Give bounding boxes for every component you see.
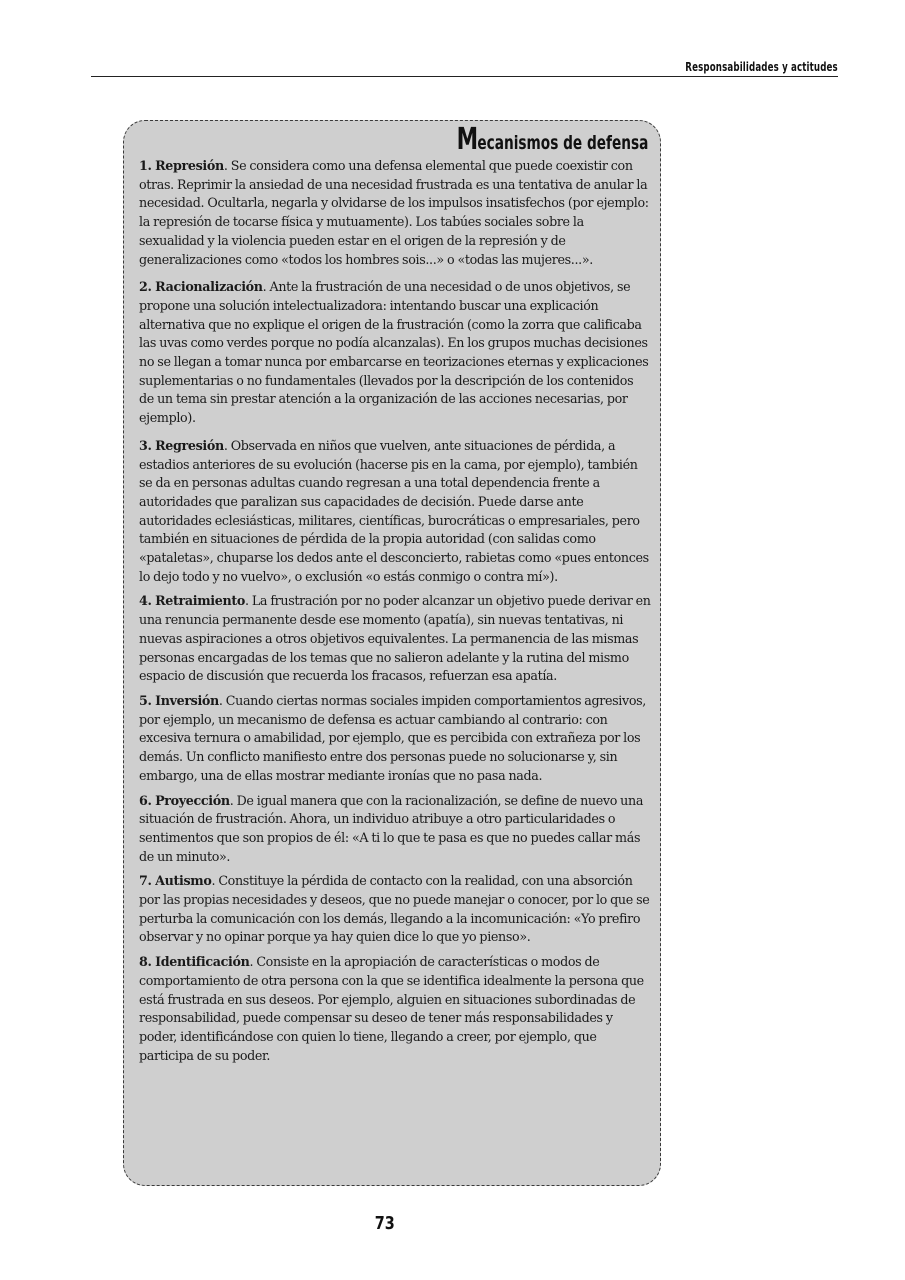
- item-term: 5. Inversión: [139, 692, 219, 708]
- box-content: [139, 157, 651, 1071]
- item-text: . Cuando ciertas normas sociales impiden comportamientos agresivos, por ejemplo, un mecanismo de defensa es actuar cambiando al contrario: con excesiva ternura o amabilidad, por ejemplo, que es percibida con extrañeza por los demás. Un conflicto manifiesto entre dos personas puede no solucionarse y, sin embargo, una de ellas mostrar mediante ironías que no pasa nada.: [139, 692, 646, 783]
- box-title-rest: ecanismos de defensa: [477, 132, 648, 154]
- item-text: . La frustración por no poder alcanzar un objetivo puede derivar en una renuncia permanente desde ese momento (apatía), sin nuevas tentativas, ni nuevas aspiraciones a otros objetivos equivalentes. La permanencia de las mismas personas encargadas de los temas que no salieron adelante y la rutina del mismo espacio de discusión que recuerda los fracasos, refuerzan esa apatía.: [139, 593, 651, 684]
- list-item-identificacion: [139, 953, 651, 1065]
- item-term: 4. Retraimiento: [139, 593, 245, 609]
- list-item-autismo: [139, 872, 651, 947]
- item-text: . Ante la frustración de una necesidad o de unos objetivos, se propone una solución intelectualizadora: intentando buscar una explicación alternativa que no explique el origen de la frustración (como la zorra que calificaba las uvas como verdes porque no podía alcanzalas). En los grupos muchas decisiones no se llegan a tomar nunca por embarcarse en teorizaciones eternas y explicaciones suplementarias o no fundamentales (llevados por la descripción de los contenidos de un tema sin prestar atención a la organización de las acciones necesarias, por ejemplo).: [139, 279, 649, 426]
- list-item-proyeccion: [139, 792, 651, 867]
- item-term: 1. Represión: [139, 158, 224, 173]
- item-term: 7. Autismo: [139, 873, 212, 889]
- box-title: [456, 123, 648, 160]
- list-item-represion: [139, 157, 651, 269]
- item-term: 8. Identificación: [139, 954, 250, 970]
- item-text: . Constituye la pérdida de contacto con la realidad, con una absorción por las propias necesidades y deseos, que no puede manejar o conocer, por lo que se perturba la comunicación con los demás, llegando a la incomunicación: «Yo prefiro observar y no opinar porque ya hay quien dice lo que yo pienso».: [139, 873, 650, 945]
- running-header: Responsabilidades y actitudes: [685, 60, 838, 74]
- item-text: . Se considera como una defensa elemental que puede coexistir con otras. Reprimir la ansiedad de una necesidad frustrada es una tentativa de anular la necesidad. Ocultarla, negarla y olvidarse de los impulsos insatisfechos (por ejemplo: la represión de tocarse física y mutuamente). Los tabúes sociales sobre la sexualidad y la violencia pueden estar en el origen de la represión y de generalizaciones como «todos los hombres sois...» o «todas las mujeres...».: [139, 158, 649, 267]
- header-rule: [91, 76, 838, 77]
- list-item-retraimiento: [139, 592, 651, 686]
- item-term: 2. Racionalización: [139, 279, 263, 295]
- item-text: . De igual manera que con la racionalización, se define de nuevo una situación de frustración. Ahora, un individuo atribuye a otro particularidades o sentimentos que son propios de él: «A ti lo que te pasa es que no puedes callar más de un minuto».: [139, 792, 644, 864]
- defense-mechanisms-box: [123, 120, 661, 1186]
- item-text: . Observada en niños que vuelven, ante situaciones de pérdida, a estadios anteriores de su evolución (hacerse pis en la cama, por ejemplo), también se da en personas adultas cuando regresan a una total dependencia frente a autoridades que paralizan sus capacidades de decisión. Puede darse ante autoridades eclesiásticas, militares, científicas, burocráticas o empresariales, pero también en situaciones de pérdida de la propia autoridad (con salidas como «pataletas», chuparse los dedos ante el desconcierto, rabietas como «pues entonces lo dejo todo y no vuelvo», o exclusión «o estás conmigo o contra mí»).: [139, 437, 649, 584]
- item-term: 3. Regresión: [139, 437, 224, 453]
- item-term: 6. Proyección: [139, 792, 230, 808]
- page-number: 73: [374, 1213, 395, 1234]
- list-item-racionalizacion: [139, 278, 651, 428]
- box-title-initial: M: [456, 122, 477, 157]
- list-item-regresion: [139, 437, 651, 587]
- item-text: . Consiste en la apropiación de características o modos de comportamiento de otra persona con la que se identifica idealmente la persona que está frustrada en sus deseos. Por ejemplo, alguien en situaciones subordinadas de responsabilidad, puede compensar su deseo de tener más responsabilidades y poder, identificándose con quien lo tiene, llegando a creer, por ejemplo, que participa de su poder.: [139, 954, 644, 1063]
- list-item-inversion: [139, 692, 651, 786]
